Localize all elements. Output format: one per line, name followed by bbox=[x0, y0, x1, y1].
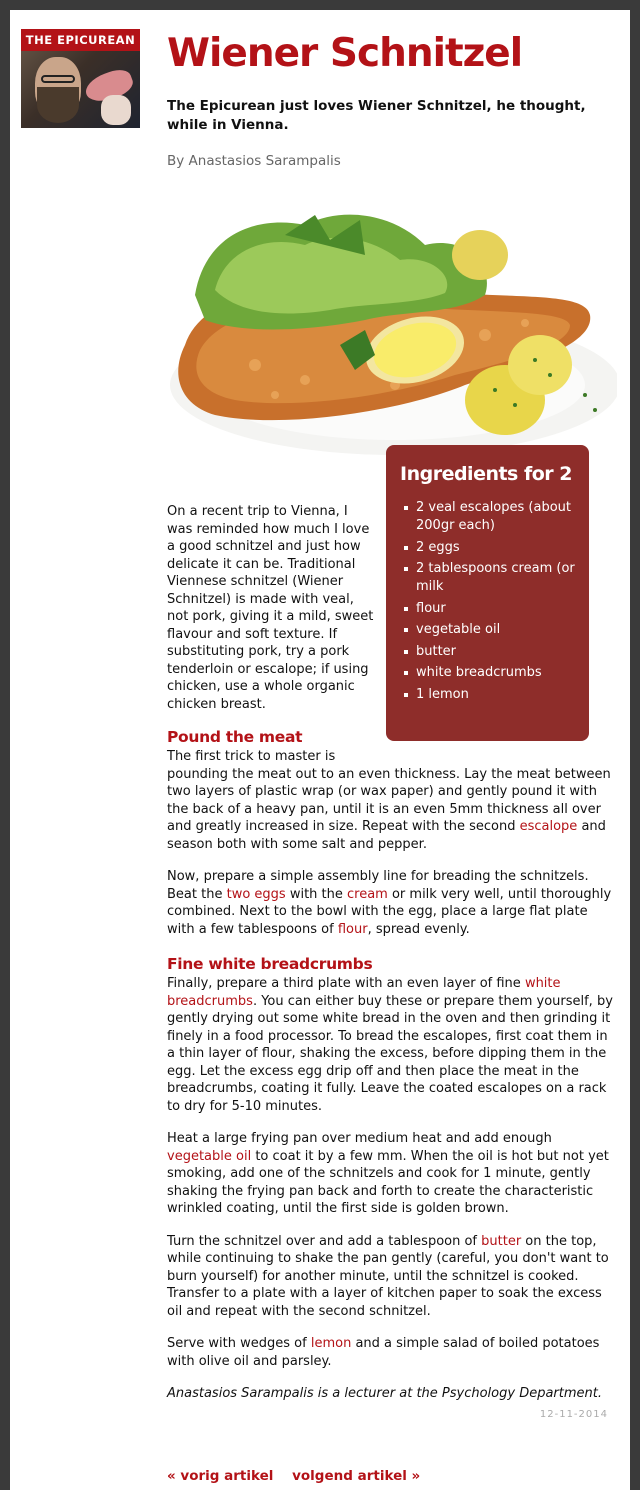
ingredient-item: 2 tablespoons cream (or milk bbox=[416, 561, 575, 594]
ingredient-item: 2 eggs bbox=[416, 539, 575, 557]
paragraph-text: to coat it by a few mm. When the oil is hot but not yet smoking, add one of the schnitzels and cook for 1 minute, gently shaking the frying pan back and forth to create the characteristic wrinkled coating, until the first side is golden brown. bbox=[167, 1148, 609, 1216]
link-butter[interactable]: butter bbox=[481, 1233, 522, 1249]
logo-portrait-beard bbox=[37, 87, 79, 123]
paragraph-text: . You can either buy these or prepare them yourself, by gently drying out some white bread in the oven and then grinding it finely in a food processor. To bread the escalopes, first coat them in a thin layer of flour, shaking the excess, before dipping them in the egg. Let the excess egg drip off and then place the meat in the breadcrumbs, coating it fully. Leave the coated escalopes on a rack to dry for 5-10 minutes. bbox=[167, 993, 613, 1114]
link-cream[interactable]: cream bbox=[347, 886, 388, 902]
ingredients-title: Ingredients for 2 bbox=[400, 463, 573, 485]
previous-article-link[interactable]: « vorig artikel bbox=[167, 1468, 274, 1484]
paragraph-frying bbox=[167, 1130, 617, 1218]
article-page bbox=[10, 10, 630, 1490]
paragraph-turn bbox=[167, 1233, 617, 1321]
paragraph-text: Finally, prepare a third plate with an even layer of fine bbox=[167, 976, 525, 991]
ingredients-list bbox=[400, 499, 575, 704]
link-vegetable-oil[interactable]: vegetable oil bbox=[167, 1148, 252, 1164]
paragraph-text: Heat a large frying pan over medium heat and add enough bbox=[167, 1131, 552, 1146]
section-heading-pound: Pound the meat bbox=[167, 728, 303, 746]
section-heading-breadcrumbs: Fine white breadcrumbs bbox=[167, 955, 373, 973]
ingredient-item: 1 lemon bbox=[416, 686, 575, 704]
link-flour[interactable]: flour bbox=[337, 921, 368, 937]
paragraph-text: and season both with some salt and pepper. bbox=[167, 819, 606, 852]
paragraph-text: and a simple salad of boiled potatoes with olive oil and parsley. bbox=[167, 1336, 600, 1369]
paragraph-text: Serve with wedges of bbox=[167, 1336, 311, 1351]
logo-text: THE EPICUREAN bbox=[21, 29, 140, 51]
link-white-breadcrumbs[interactable]: white breadcrumbs bbox=[167, 976, 561, 1009]
ingredient-item: butter bbox=[416, 643, 575, 661]
paragraph-text: The first trick to master is bbox=[167, 749, 336, 764]
schnitzel-photo bbox=[165, 195, 617, 460]
logo-portrait-glasses bbox=[41, 75, 75, 83]
link-lemon[interactable]: lemon bbox=[310, 1336, 352, 1351]
ingredient-item: flour bbox=[416, 600, 575, 618]
paragraph-text: Now, prepare a simple assembly line for breading the schnitzels. Beat the bbox=[167, 869, 589, 902]
next-article-link[interactable]: volgend artikel » bbox=[292, 1468, 421, 1484]
paragraph-assembly bbox=[167, 868, 617, 938]
article-lead: The Epicurean just loves Wiener Schnitzel, he thought, while in Vienna. bbox=[167, 98, 586, 133]
article-body bbox=[167, 726, 617, 1418]
paragraph-text: with the bbox=[285, 886, 347, 902]
intro-paragraph: On a recent trip to Vienna, I was reminded how much I love a good schnitzel and just how delicate it can be. Traditional Viennese schnitzel (Wiener Schnitzel) is made with veal, not pork, giving it a mild, sweet flavour and soft texture. If substituting pork, try a pork tenderloin or escalope; if using chicken, use a whole organic chicken breast. bbox=[167, 504, 374, 712]
publish-date: 12-11-2014 bbox=[539, 1409, 608, 1420]
paragraph-text: or milk very well, until thoroughly combined. Next to the bowl with the egg, place a large flat plate with a few tablespoons of bbox=[167, 886, 612, 937]
logo-hand bbox=[101, 95, 131, 125]
ingredients-box bbox=[386, 445, 589, 741]
paragraph-pound bbox=[167, 748, 617, 853]
ingredient-item: white breadcrumbs bbox=[416, 664, 575, 682]
article-title: Wiener Schnitzel bbox=[167, 31, 523, 76]
ingredient-item: vegetable oil bbox=[416, 621, 575, 639]
paragraph-text: on the top, while continuing to shake the pan gently (careful, you don't want to burn yourself) for another minute, until the schnitzel is cooked. Transfer to a plate with a layer of kitchen paper to soak the excess oil and repeat with the second schnitzel. bbox=[167, 1233, 609, 1319]
author-signature: Anastasios Sarampalis is a lecturer at the Psychology Department. bbox=[167, 1386, 602, 1401]
article-byline: By Anastasios Sarampalis bbox=[167, 153, 341, 169]
link-escalope[interactable]: escalope bbox=[519, 819, 578, 834]
article-navigation bbox=[167, 1468, 434, 1484]
link-two-eggs[interactable]: two eggs bbox=[226, 886, 286, 902]
paragraph-text: Turn the schnitzel over and add a tablespoon of bbox=[167, 1233, 482, 1249]
ingredient-item: 2 veal escalopes (about 200gr each) bbox=[416, 499, 575, 535]
paragraph-serve bbox=[167, 1335, 617, 1370]
paragraph-text: pounding the meat out to an even thickness. Lay the meat between two layers of plastic wrap (or wax paper) and gently pound it with the back of a heavy pan, until it is an even 5mm thickness all over and greatly increased in size. Repeat with the second bbox=[167, 766, 611, 834]
epicurean-logo[interactable] bbox=[21, 29, 140, 128]
paragraph-text: , spread evenly. bbox=[367, 921, 470, 937]
paragraph-breadcrumbs bbox=[167, 975, 617, 1115]
